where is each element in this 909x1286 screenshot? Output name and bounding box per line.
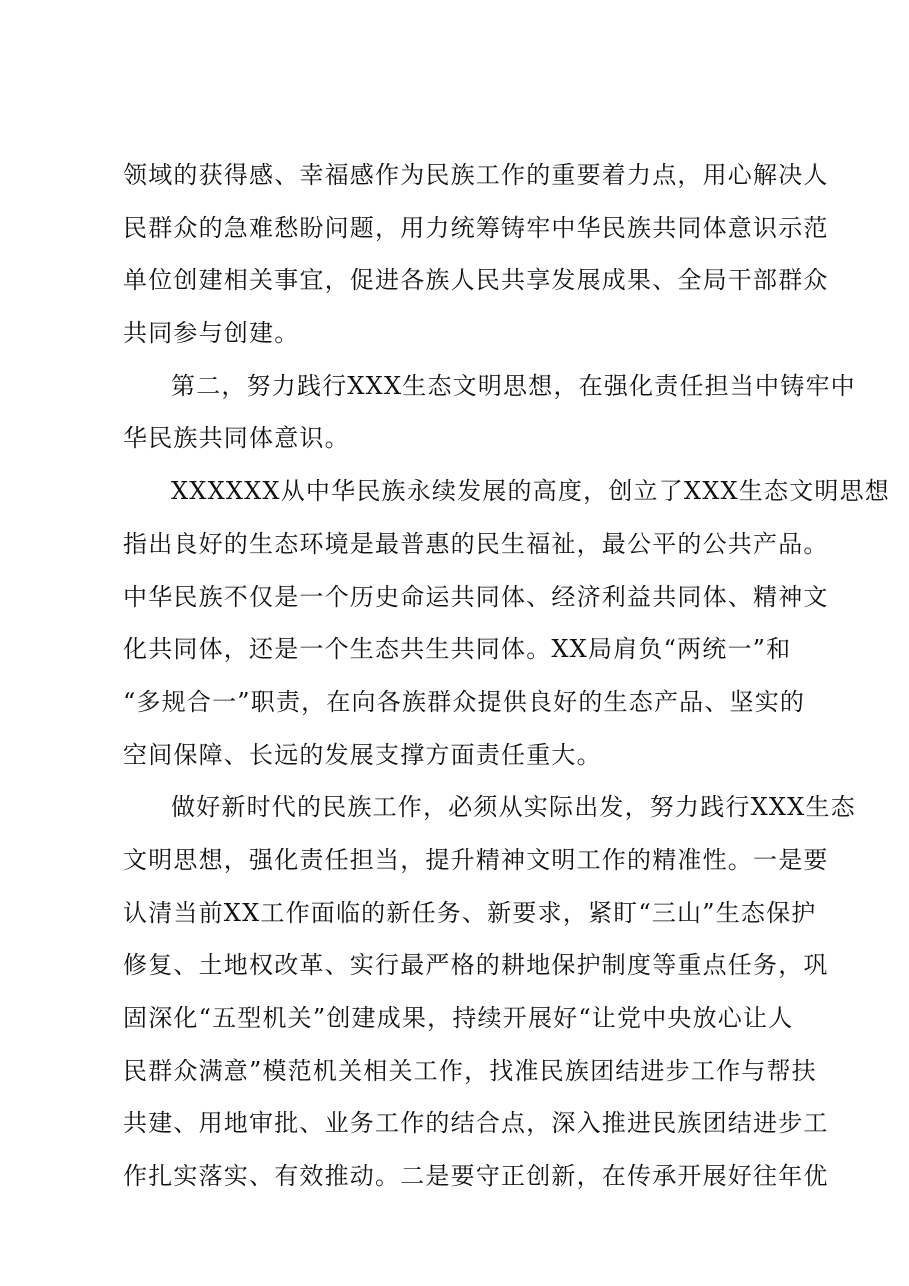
text-line: 文明思想，强化责任担当，提升精神文明工作的精准性。一是要	[123, 845, 829, 874]
paragraph-first-line: 第二，努力践行XXX生态文明思想，在强化责任担当中铸牢中	[171, 371, 856, 400]
paragraph-first-line: XXXXXX从中华民族永续发展的高度，创立了XXX生态文明思想	[171, 477, 890, 506]
text-line: 认清当前XX工作面临的新任务、新要求，紧盯“三山”生态保护	[123, 898, 817, 927]
text-line: 华民族共同体意识。	[123, 424, 350, 453]
paragraph-first-line: 做好新时代的民族工作，必须从实际出发，努力践行XXX生态	[171, 793, 856, 822]
text-line: 固深化“五型机关”创建成果，持续开展好“让党中央放心让人	[123, 1004, 794, 1032]
text-line: 中华民族不仅是一个历史命运共同体、经济利益共同体、精神文	[123, 582, 829, 611]
text-line: 单位创建相关事宜，促进各族人民共享发展成果、全局干部群众	[123, 266, 829, 295]
text-line: 共建、用地审批、业务工作的结合点，深入推进民族团结进步工	[123, 1109, 829, 1138]
text-line: 空间保障、长远的发展支撑方面责任重大。	[123, 740, 602, 769]
text-line: 领域的获得感、幸福感作为民族工作的重要着力点，用心解决人	[123, 161, 829, 189]
text-line: 民群众的急难愁盼问题，用力统筹铸牢中华民族共同体意识示范	[123, 213, 829, 242]
text-line: “多规合一”职责，在向各族群众提供良好的生态产品、坚实的	[123, 687, 806, 716]
text-line: 修复、土地权改革、实行最严格的耕地保护制度等重点任务，巩	[123, 951, 829, 980]
document-body	[123, 149, 890, 1203]
text-line: 化共同体，还是一个生态共生共同体。XX局肩负“两统一”和	[123, 635, 792, 664]
text-line: 作扎实落实、有效推动。二是要守正创新，在传承开展好往年优	[123, 1162, 829, 1191]
text-line: 民群众满意”模范机关相关工作，找准民族团结进步工作与帮扶	[123, 1056, 817, 1085]
text-line: 共同参与创建。	[123, 319, 300, 348]
text-line: 指出良好的生态环境是最普惠的民生福祉，最公平的公共产品。	[123, 529, 829, 558]
